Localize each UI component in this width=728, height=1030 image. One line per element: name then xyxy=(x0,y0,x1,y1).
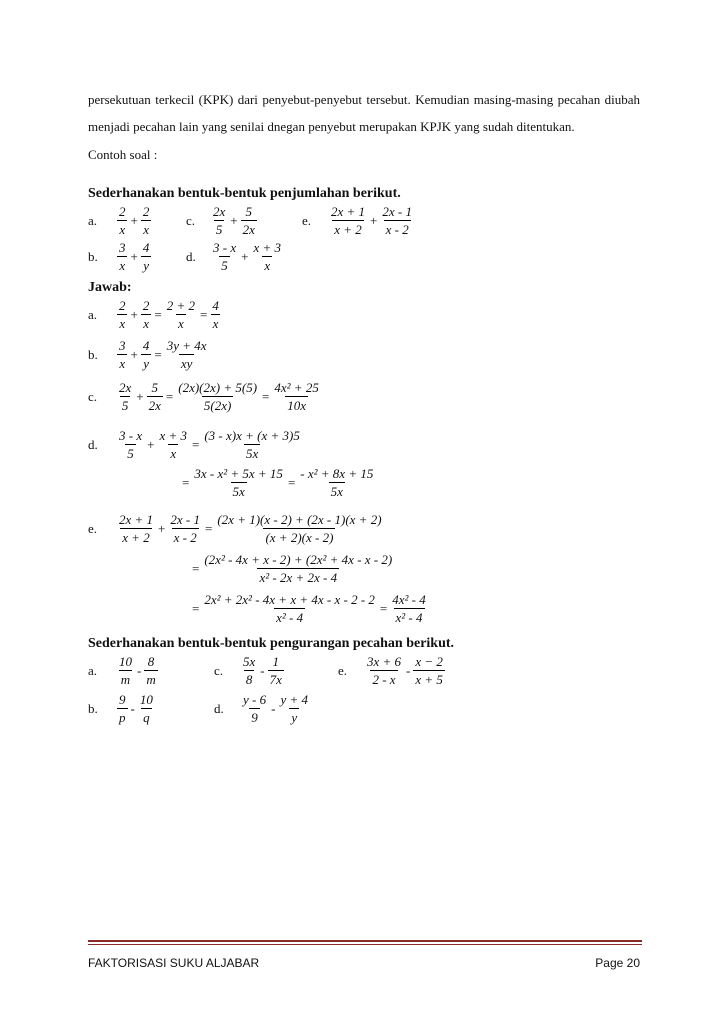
jawab-title: Jawab: xyxy=(88,280,132,295)
fraction: $\frac{y + 4}{y}$ xyxy=(280,692,308,725)
fraction: $\frac{2}{x}$ xyxy=(142,204,150,237)
fraction: $\frac{3x + 6}{2 - x}$ xyxy=(367,654,402,687)
jawab-item-b: b. $\frac{3}{x}$ + $\frac{4}{y}$ = $\frac{3y + 4x}{xy}$ xyxy=(88,338,207,371)
fraction: $\frac{3y + 4x}{xy}$ xyxy=(166,338,207,371)
fraction: $\frac{(2x)(2x) + 5(5)}{5(2x)}$ xyxy=(178,380,258,413)
fraction: $\frac{x - 2}{x + 5}$ xyxy=(415,654,443,687)
fraction: $\frac{3 - x}{5}$ xyxy=(213,240,237,273)
s1-item-d: d. $\frac{3 - x}{5}$ + $\frac{x + 3}{x}$ xyxy=(186,240,281,273)
jawab-item-c: c. $\frac{2x}{5}$ + $\frac{5}{2x}$ = $\frac{(2x)(2x) + 5(5)}{5(2x)}$ = $\frac{\text{4x² + 25}}{10x}$ xyxy=(88,380,319,413)
s2-item-a: a. $\frac{10}{m}$ - $\frac{8}{m}$ xyxy=(88,654,156,687)
fraction: $\frac{2x - 1}{x - 2}$ xyxy=(170,512,200,545)
fraction: $\frac{2}{x}$ xyxy=(142,298,150,331)
footer-rule xyxy=(88,940,642,942)
fraction: $\frac{3}{x}$ xyxy=(119,338,126,371)
fraction: $\frac{x + 3}{x}$ xyxy=(253,240,281,273)
s2-item-d: d. $\frac{y - 6}{9}$ - $\frac{y + 4}{y}$ xyxy=(214,692,308,725)
jawab-item-e-step2: = $\frac{\text{(2x² - 4x + x - 2) + (2x² + 4x - x - 2)}}{\text{x² - 2x + 2x - 4}}$ xyxy=(192,552,393,585)
fraction: $\frac{4}{y}$ xyxy=(142,338,150,371)
s2-item-e: e. $\frac{3x + 6}{2 - x}$ - $\frac{x - 2}{x + 5}$ xyxy=(338,654,443,687)
fraction: $\frac{3 - x}{5}$ xyxy=(119,428,143,461)
fraction: $\frac{10}{q}$ xyxy=(139,692,153,725)
fraction: $\frac{\text{4x² - 4}}{\text{x² - 4}}$ xyxy=(392,592,426,625)
s1-item-e: e. $\frac{2x + 1}{x + 2}$ + $\frac{2x - 1}{x - 2}$ xyxy=(302,204,412,237)
section1-title: Sederhanakan bentuk-bentuk penjumlahan berikut. xyxy=(88,186,401,201)
fraction: $\frac{2x - 1}{x - 2}$ xyxy=(382,204,412,237)
fraction: $\frac{3}{x}$ xyxy=(119,240,126,273)
fraction: $\frac{\text{2x² + 2x² - 4x + x + 4x - x - 2 - 2}}{\text{x² - 4}}$ xyxy=(204,592,375,625)
fraction: $\frac{4}{x}$ xyxy=(212,298,219,331)
jawab-item-d: d. $\frac{3 - x}{5}$ + $\frac{x + 3}{x}$ = $\frac{(3 - x)x + (x + 3)5}{5x}$ xyxy=(88,428,300,461)
fraction: $\frac{5}{2x}$ xyxy=(242,204,255,237)
fraction: $\frac{(3 - x)x + (x + 3)5}{5x}$ xyxy=(204,428,300,461)
s2-item-c: c. $\frac{5x}{8}$ - $\frac{1}{7x}$ xyxy=(214,654,282,687)
fraction: $\frac{2 + 2}{x}$ xyxy=(166,298,195,331)
footer-title: FAKTORISASI SUKU ALJABAR xyxy=(88,956,260,970)
footer-rule-thin xyxy=(88,944,642,945)
fraction: $\frac{4}{y}$ xyxy=(142,240,150,273)
jawab-item-d-step2: = $\frac{\text{3x - x² + 5x + 15}}{5x}$ = $\frac{\text{- x² + 8x + 15}}{5x}$ xyxy=(182,466,374,499)
s1-item-a: a. $\frac{2}{x}$ + $\frac{2}{x}$ xyxy=(88,204,150,237)
fraction: $\frac{8}{m}$ xyxy=(146,654,156,687)
intro-paragraph: persekutuan terkecil (KPK) dari penyebut-penyebut tersebut. Kemudian masing-masing pecahan diubah menjadi pecahan lain yang senilai dnegan penyebut merupakan KPJK yang sudah ditentukan. xyxy=(88,92,640,134)
fraction: $\frac{5}{2x}$ xyxy=(148,380,161,413)
fraction: $\frac{2}{x}$ xyxy=(119,204,126,237)
jawab-item-a: a. $\frac{2}{x}$ + $\frac{2}{x}$ = $\frac{2 + 2}{x}$ = $\frac{4}{x}$ xyxy=(88,298,219,331)
fraction: $\frac{y - 6}{9}$ xyxy=(243,692,267,725)
s1-item-b: b. $\frac{3}{x}$ + $\frac{4}{y}$ xyxy=(88,240,150,273)
fraction: $\frac{2x}{5}$ xyxy=(119,380,132,413)
fraction: $\frac{2}{x}$ xyxy=(119,298,126,331)
s1-item-c: c. $\frac{2x}{5}$ + $\frac{5}{2x}$ xyxy=(186,204,255,237)
s2-item-b: b. $\frac{9}{p}$ - $\frac{10}{q}$ xyxy=(88,692,153,725)
fraction: $\frac{9}{p}$ xyxy=(119,692,126,725)
fraction: $\frac{\text{3x - x² + 5x + 15}}{5x}$ xyxy=(194,466,283,499)
intro-lead: Contoh soal : xyxy=(88,147,158,162)
fraction: $\frac{2x + 1}{x + 2}$ xyxy=(119,512,154,545)
fraction: $\frac{\text{4x² + 25}}{10x}$ xyxy=(274,380,319,413)
fraction: $\frac{2x}{5}$ xyxy=(213,204,226,237)
fraction: $\frac{\text{- x² + 8x + 15}}{5x}$ xyxy=(300,466,374,499)
page-number: Page 20 xyxy=(595,956,640,970)
section2-title: Sederhanakan bentuk-bentuk pengurangan pecahan berikut. xyxy=(88,636,455,651)
fraction: $\frac{1}{7x}$ xyxy=(269,654,282,687)
fraction: $\frac{\text{(2x² - 4x + x - 2) + (2x² + 4x - x - 2)}}{\text{x² - 2x + 2x - 4}}$ xyxy=(204,552,393,585)
fraction: $\frac{(2x + 1)(x - 2) + (2x - 1)(x + 2)}{(x + 2)(x - 2)}$ xyxy=(217,512,382,545)
fraction: $\frac{2x + 1}{x + 2}$ xyxy=(331,204,366,237)
jawab-item-e: e. $\frac{2x + 1}{x + 2}$ + $\frac{2x - 1}{x - 2}$ = $\frac{(2x + 1)(x - 2) + (2x - 1)(x + 2)}{(x + 2)(x - 2)}$ xyxy=(88,512,382,545)
fraction: $\frac{10}{m}$ xyxy=(119,654,132,687)
intro xyxy=(88,86,640,168)
fraction: $\frac{x + 3}{x}$ xyxy=(159,428,187,461)
jawab-item-e-step3: = $\frac{\text{2x² + 2x² - 4x + x + 4x - x - 2 - 2}}{\text{x² - 4}}$ = $\frac{\text{4x² - 4}}{\text{x² - 4}}$ xyxy=(192,592,426,625)
fraction: $\frac{5x}{8}$ xyxy=(243,654,256,687)
